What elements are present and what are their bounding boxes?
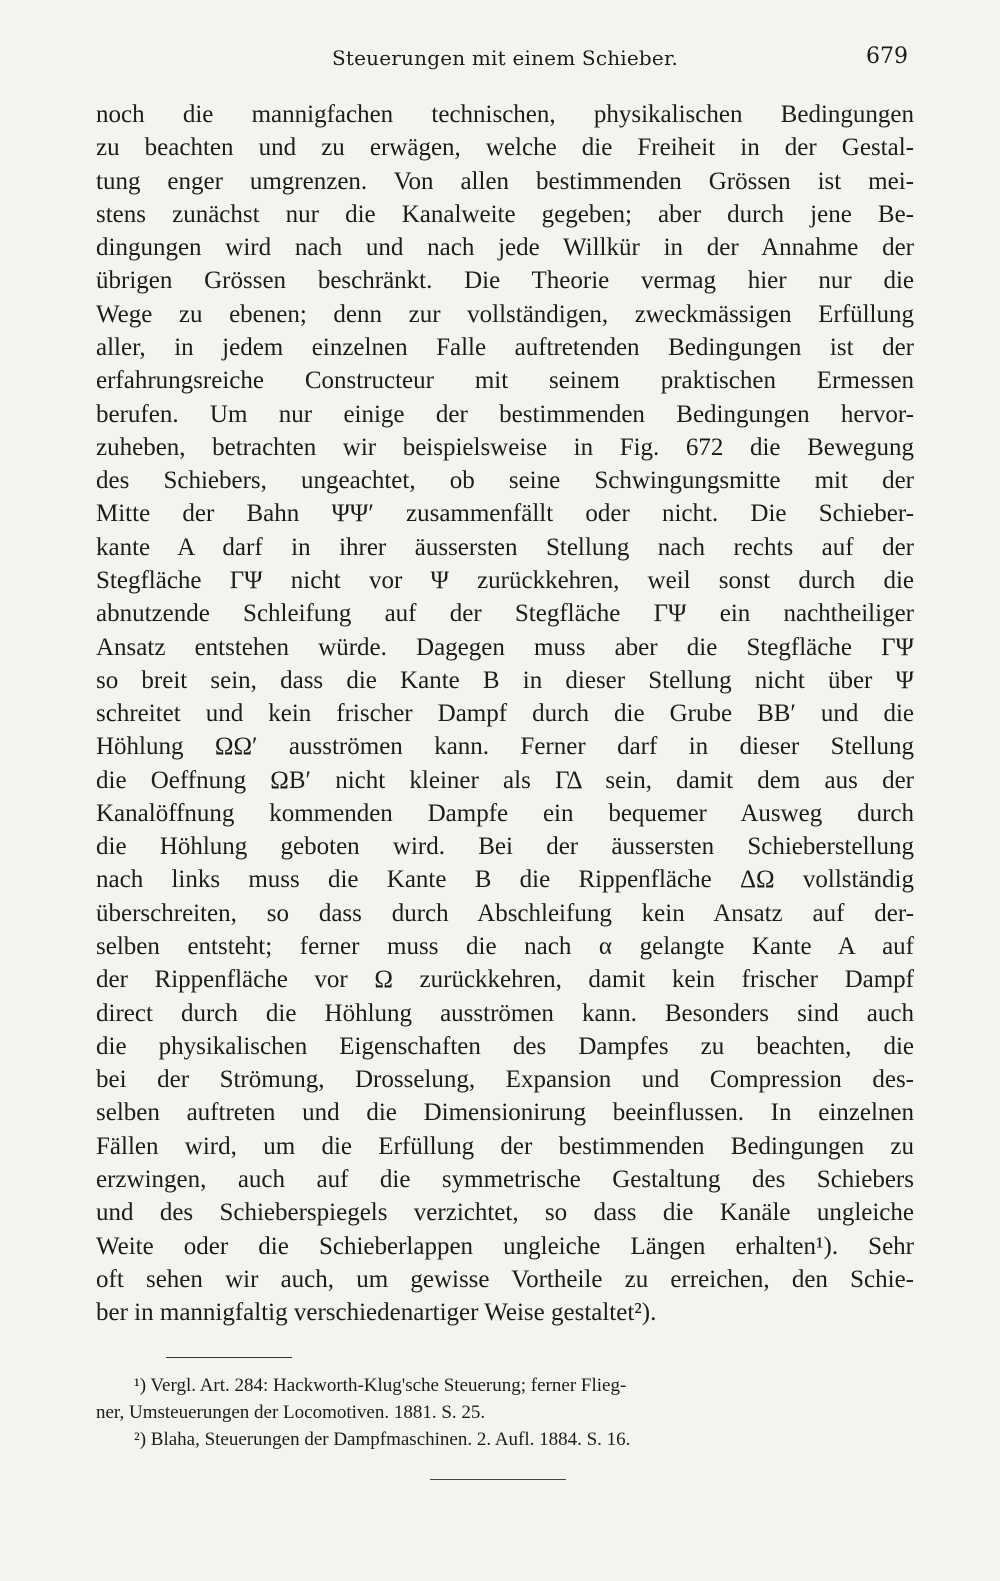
page-number: 679 [866, 44, 908, 69]
text-line: Stegfläche ΓΨ nicht vor Ψ zurückkehren, weil sonst durch die [96, 566, 914, 594]
text-line: Ansatz entstehen würde. Dagegen muss aber die Stegfläche ΓΨ [96, 633, 914, 661]
text-line: zu beachten und zu erwägen, welche die Freiheit in der Gestal- [96, 134, 914, 162]
text-line: abnutzende Schleifung auf der Stegfläche ΓΨ ein nachtheiliger [96, 600, 914, 628]
text-line: überschreiten, so dass durch Abschleifung kein Ansatz auf der- [96, 899, 914, 927]
text-line: stens zunächst nur die Kanalweite gegeben; aber durch jene Be- [96, 200, 914, 228]
text-line: aller, in jedem einzelnen Falle auftretenden Bedingungen ist der [96, 333, 914, 361]
text-line: oft sehen wir auch, um gewisse Vortheile zu erreichen, den Schie- [96, 1265, 914, 1293]
text-line: bei der Strömung, Drosselung, Expansion und Compression des- [96, 1066, 914, 1094]
text-line: nach links muss die Kante B die Rippenfläche ΔΩ vollständig [96, 866, 914, 894]
text-line: der Rippenfläche vor Ω zurückkehren, damit kein frischer Dampf [96, 966, 914, 994]
text-line: so breit sein, dass die Kante B in dieser Stellung nicht über Ψ [96, 666, 914, 694]
text-line: kante A darf in ihrer äussersten Stellung nach rechts auf der [96, 533, 914, 561]
text-line: die Höhlung geboten wird. Bei der äussersten Schieberstellung [96, 833, 914, 861]
text-line: Mitte der Bahn ΨΨ′ zusammenfällt oder nicht. Die Schieber- [96, 500, 914, 528]
footnote-1-line-1: ¹) Vergl. Art. 284: Hackworth-Klug'sche Steuerung; ferner Flieg- [134, 1375, 627, 1396]
text-line: schreitet und kein frischer Dampf durch die Grube BB′ und die [96, 700, 914, 728]
text-line: ber in mannigfaltig verschiedenartiger Weise gestaltet²). [96, 1299, 657, 1327]
text-line: berufen. Um nur einige der bestimmenden Bedingungen hervor- [96, 400, 914, 428]
text-line: Wege zu ebenen; denn zur vollständigen, zweckmässigen Erfüllung [96, 300, 914, 328]
text-line: selben entsteht; ferner muss die nach α gelangte Kante A auf [96, 933, 914, 961]
text-line: übrigen Grössen beschränkt. Die Theorie vermag hier nur die [96, 267, 914, 295]
running-title: Steuerungen mit einem Schieber. [332, 46, 679, 70]
footnote-2: ²) Blaha, Steuerungen der Dampfmaschinen. 2. Aufl. 1884. S. 16. [134, 1429, 631, 1450]
text-line: Höhlung ΩΩ′ ausströmen kann. Ferner darf in dieser Stellung [96, 733, 914, 761]
footnote-separator [166, 1357, 292, 1358]
footnotes [96, 1372, 914, 1453]
body-paragraph [96, 98, 914, 1329]
text-line: erzwingen, auch auf die symmetrische Gestaltung des Schiebers [96, 1166, 914, 1193]
text-line: die Oeffnung ΩB′ nicht kleiner als ΓΔ sein, damit dem aus der [96, 766, 914, 794]
text-line: und des Schieberspiegels verzichtet, so dass die Kanäle ungleiche [96, 1199, 914, 1227]
text-line: noch die mannigfachen technischen, physikalischen Bedingungen [96, 101, 914, 128]
footnote-1-line-2: ner, Umsteuerungen der Locomotiven. 1881. S. 25. [96, 1402, 486, 1423]
text-line: Weite oder die Schieberlappen ungleiche Längen erhalten¹). Sehr [96, 1232, 914, 1260]
text-line: erfahrungsreiche Constructeur mit seinem praktischen Ermessen [96, 367, 914, 395]
text-line: selben auftreten und die Dimensionirung beeinflussen. In einzelnen [96, 1099, 914, 1127]
text-line: Fällen wird, um die Erfüllung der bestimmenden Bedingungen zu [96, 1132, 914, 1160]
text-line: direct durch die Höhlung ausströmen kann. Besonders sind auch [96, 999, 914, 1027]
text-line: tung enger umgrenzen. Von allen bestimmenden Grössen ist mei- [96, 167, 914, 195]
text-line: Kanalöffnung kommenden Dampfe ein bequemer Ausweg durch [96, 799, 914, 827]
text-line: des Schiebers, ungeachtet, ob seine Schwingungsmitte mit der [96, 467, 914, 495]
text-line: dingungen wird nach und nach jede Willkür in der Annahme der [96, 234, 914, 262]
text-line: die physikalischen Eigenschaften des Dampfes zu beachten, die [96, 1032, 914, 1060]
bottom-rule [430, 1479, 566, 1480]
text-line: zuheben, betrachten wir beispielsweise in Fig. 672 die Bewegung [96, 433, 914, 461]
